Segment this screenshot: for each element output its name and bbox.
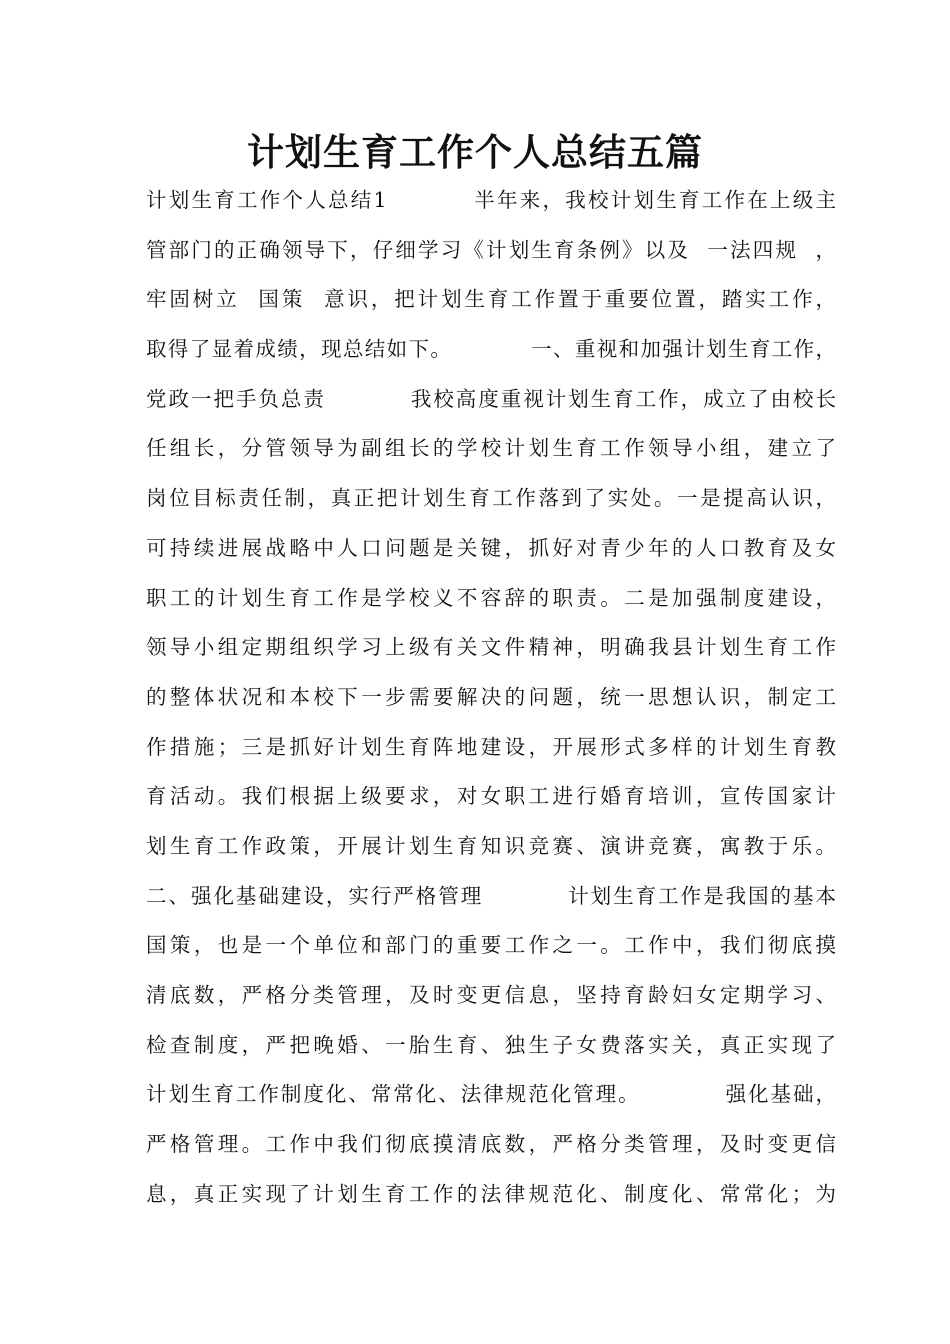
body-line: 严格管理。工作中我们彻底摸清底数，严格分类管理，及时变更信 [146,1132,836,1157]
body-line: 任组长，分管领导为副组长的学校计划生育工作领导小组，建立了 [146,436,836,461]
body-line: 育活动。我们根据上级要求，对女职工进行婚育培训，宣传国家计 [146,784,836,809]
body-line: 清底数，严格分类管理，及时变更信息，坚持育龄妇女定期学习、 [146,983,836,1007]
body-line: 计划生育工作制度化、常常化、法律规范化管理。 强化基础， [146,1082,836,1107]
body-line: 可持续进展战略中人口问题是关键，抓好对青少年的人口教育及女 [146,535,836,560]
body-line: 国策，也是一个单位和部门的重要工作之一。工作中，我们彻底摸 [146,933,836,958]
body-line: 计划生育工作个人总结1 半年来，我校计划生育工作在上级主 [146,188,836,212]
body-line: 划生育工作政策，开展计划生育知识竞赛、演讲竞赛，寓教于乐。 [146,833,836,858]
body-line: 领导小组定期组织学习上级有关文件精神，明确我县计划生育工作 [146,635,836,660]
body-line: 的整体状况和本校下一步需要解决的问题，统一思想认识，制定工 [146,684,836,709]
body-line: 取得了显着成绩，现总结如下。 一、重视和加强计划生育工作， [146,337,836,362]
body-line: 检查制度，严把晚婚、一胎生育、独生子女费落实关，真正实现了 [146,1032,836,1057]
body-line: 党政一把手负总责 我校高度重视计划生育工作，成立了由校长 [146,386,836,411]
body-line: 岗位目标责任制，真正把计划生育工作落到了实处。一是提高认识， [146,486,836,511]
body-line: 牢固树立 国策 意识，把计划生育工作置于重要位置，踏实工作， [146,287,836,312]
body-line: 息，真正实现了计划生育工作的法律规范化、制度化、常常化；为 [146,1181,836,1206]
body-line: 作措施；三是抓好计划生育阵地建设，开展形式多样的计划生育教 [146,734,836,759]
body-line: 管部门的正确领导下，仔细学习《计划生育条例》以及 一法四规 ， [146,237,836,262]
body-line: 二、强化基础建设，实行严格管理 计划生育工作是我国的基本 [146,883,836,908]
document-body [146,176,836,1219]
document-title: 计划生育工作个人总结五篇 [247,131,703,174]
body-line: 职工的计划生育工作是学校义不容辞的职责。二是加强制度建设， [146,585,836,610]
